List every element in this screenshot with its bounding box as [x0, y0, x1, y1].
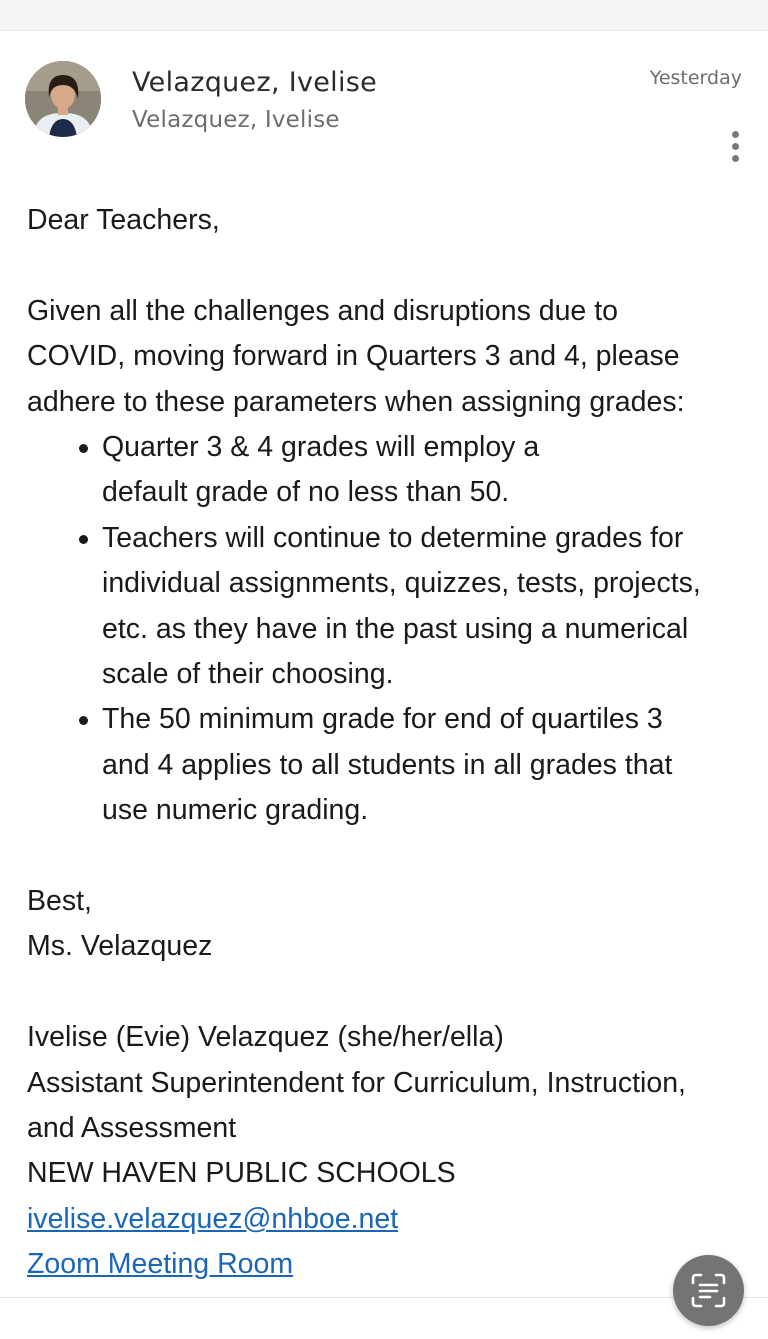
sender-address: Velazquez, Ivelise [132, 107, 340, 133]
signature-name: Ivelise (Evie) Velazquez (she/her/ella) [27, 1021, 504, 1054]
profile-photo-icon [25, 61, 101, 137]
sender-name: Velazquez, Ivelise [132, 67, 378, 98]
top-bar [0, 0, 768, 31]
email-header [0, 31, 768, 181]
grading-parameters-list [27, 425, 747, 834]
divider [0, 1297, 768, 1298]
list-item-line: use numeric grading. [102, 794, 369, 827]
intro-line: adhere to these parameters when assigning grades: [27, 385, 685, 418]
scan-text-button[interactable] [673, 1255, 744, 1326]
closing: Best, [27, 885, 92, 918]
list-item [27, 697, 747, 833]
list-item-line: etc. as they have in the past using a numerical [102, 612, 689, 645]
list-item-line: default grade of no less than 50. [102, 476, 510, 509]
list-item-line: and 4 applies to all students in all grades that [102, 748, 673, 781]
signature-title: Assistant Superintendent for Curriculum, Instruction, [27, 1066, 686, 1099]
more-dot [732, 143, 739, 150]
list-item [27, 516, 747, 698]
list-item-line: individual assignments, quizzes, tests, projects, [102, 567, 701, 600]
list-item-line: scale of their choosing. [102, 658, 394, 691]
more-dot [732, 131, 739, 138]
more-dot [732, 155, 739, 162]
zoom-meeting-link[interactable]: Zoom Meeting Room [27, 1248, 294, 1281]
scan-text-icon [690, 1272, 727, 1309]
signature-org: NEW HAVEN PUBLIC SCHOOLS [27, 1157, 456, 1190]
intro-line: Given all the challenges and disruptions due to [27, 294, 618, 327]
greeting: Dear Teachers, [27, 204, 220, 236]
message-body [27, 198, 747, 1288]
intro-line: COVID, moving forward in Quarters 3 and 4, please [27, 340, 680, 373]
signoff: Ms. Velazquez [27, 930, 213, 963]
list-item-line: Quarter 3 & 4 grades will employ a [102, 431, 540, 464]
signature-title: and Assessment [27, 1112, 237, 1145]
list-item-line: Teachers will continue to determine grades for [102, 521, 684, 554]
avatar[interactable] [25, 61, 101, 137]
message-date: Yesterday [649, 67, 742, 89]
spacer [27, 243, 747, 288]
list-item-line: The 50 minimum grade for end of quartiles 3 [102, 703, 663, 736]
list-item [27, 425, 747, 516]
spacer [27, 970, 747, 1015]
email-link[interactable]: ivelise.velazquez@nhboe.net [27, 1202, 399, 1235]
spacer [27, 834, 747, 879]
more-vertical-icon[interactable] [726, 131, 746, 165]
